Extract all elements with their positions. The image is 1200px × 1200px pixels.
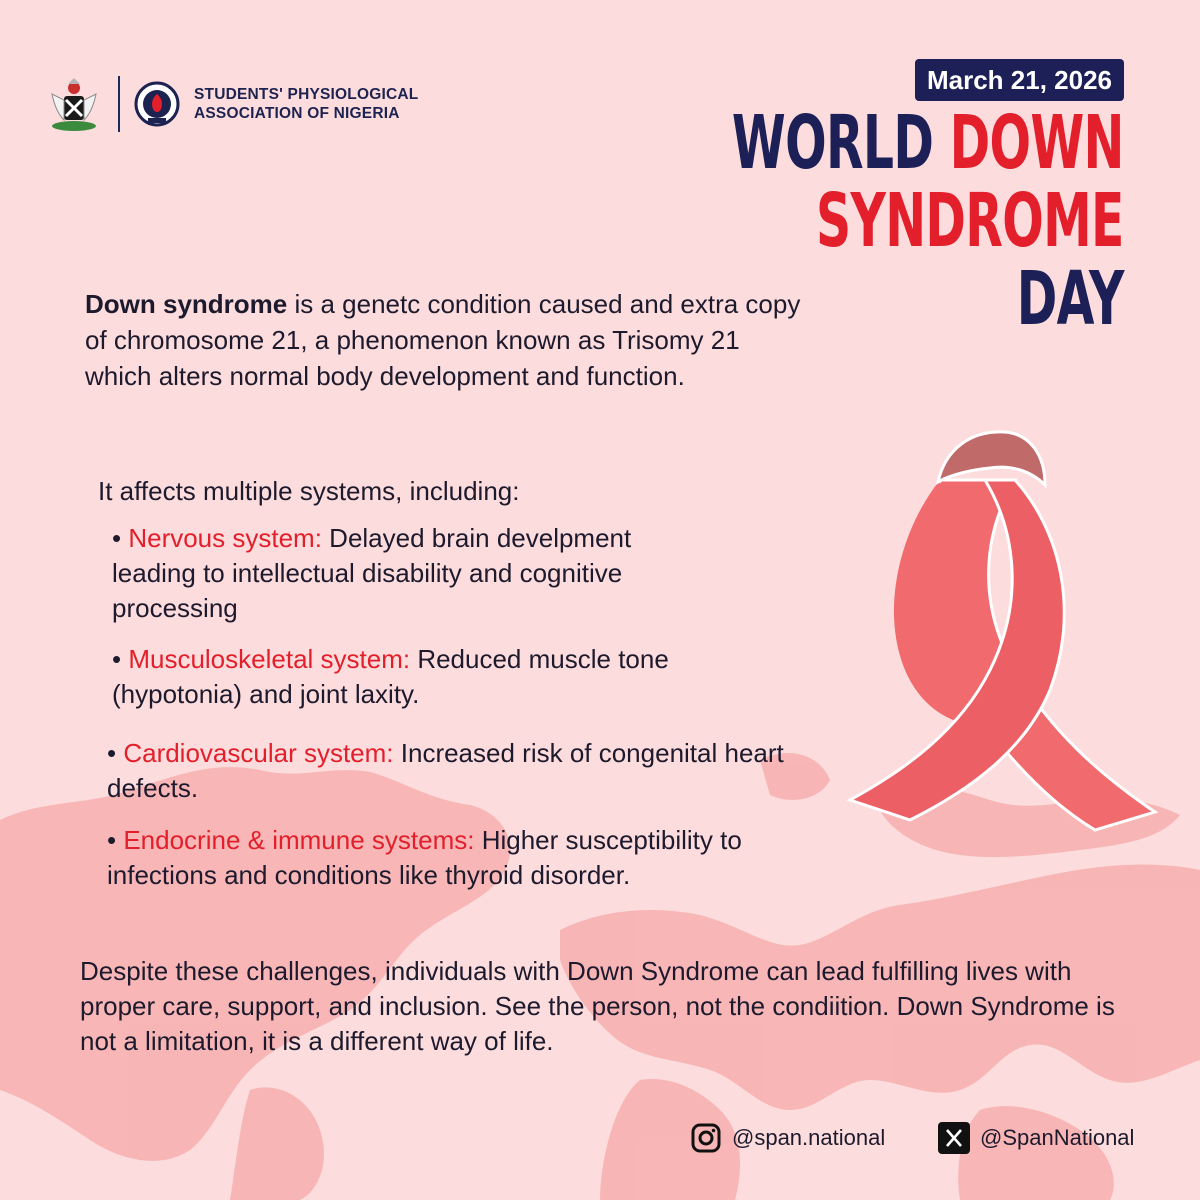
instagram-handle[interactable] [690, 1122, 885, 1154]
system-label: Nervous system: [128, 523, 322, 553]
x-icon [938, 1122, 970, 1154]
org-name-line1: STUDENTS' PHYSIOLOGICAL [194, 86, 419, 103]
title-word-day: DAY [1016, 256, 1124, 342]
organization-name [194, 85, 418, 123]
intro-text: is a genetc condition caused and extra copy of chromosome 21, a phenomenon known as Trisomy 21 which alters normal body development and function. [85, 289, 801, 391]
coat-of-arms-logo [44, 74, 104, 134]
x-handle-text: @SpanNational [980, 1125, 1135, 1150]
header-divider [118, 76, 120, 132]
system-item-musculoskeletal [112, 642, 752, 712]
system-item-nervous [112, 521, 712, 626]
system-item-endocrine-immune [107, 823, 807, 893]
intro-bold-term: Down syndrome [85, 289, 288, 319]
bullet: • [107, 825, 124, 855]
system-item-cardiovascular [107, 736, 807, 806]
org-name-line2: ASSOCIATION OF NIGERIA [194, 105, 400, 122]
bullet: • [112, 644, 129, 674]
span-logo [134, 81, 180, 127]
instagram-handle-text: @span.national [732, 1125, 886, 1150]
instagram-icon [690, 1122, 722, 1154]
system-label: Endocrine & immune systems: [123, 825, 475, 855]
system-label: Musculoskeletal system: [128, 644, 411, 674]
system-description: Reduced muscle tone (hypotonia) and joint laxity. [112, 644, 669, 709]
title-word-syndrome: SYNDROME [816, 178, 1124, 264]
x-handle[interactable] [938, 1122, 1134, 1154]
system-description: Increased risk of congenital heart defects. [107, 738, 784, 803]
header [44, 74, 418, 134]
date-badge: March 21, 2026 [915, 59, 1124, 101]
bullet: • [112, 523, 129, 553]
intro-paragraph [85, 286, 805, 394]
system-description: Higher susceptibility to infections and conditions like thyroid disorder. [107, 825, 742, 890]
system-label: Cardiovascular system: [123, 738, 394, 768]
title-word-world: WORLD [732, 100, 934, 186]
bullet: • [107, 738, 124, 768]
systems-lead-text: It affects multiple systems, including: [98, 476, 520, 506]
closing-paragraph: Despite these challenges, individuals with Down Syndrome can lead fulfilling lives with proper care, support, and inclusion. See the person, not the condiition. Down Syndrome is not a limitation, it is a different way of life. [80, 956, 1115, 1056]
title-word-down: DOWN [949, 100, 1124, 186]
system-description: Delayed brain develpment leading to intellectual disability and cognitive processing [112, 523, 632, 623]
awareness-ribbon-icon [810, 420, 1170, 850]
